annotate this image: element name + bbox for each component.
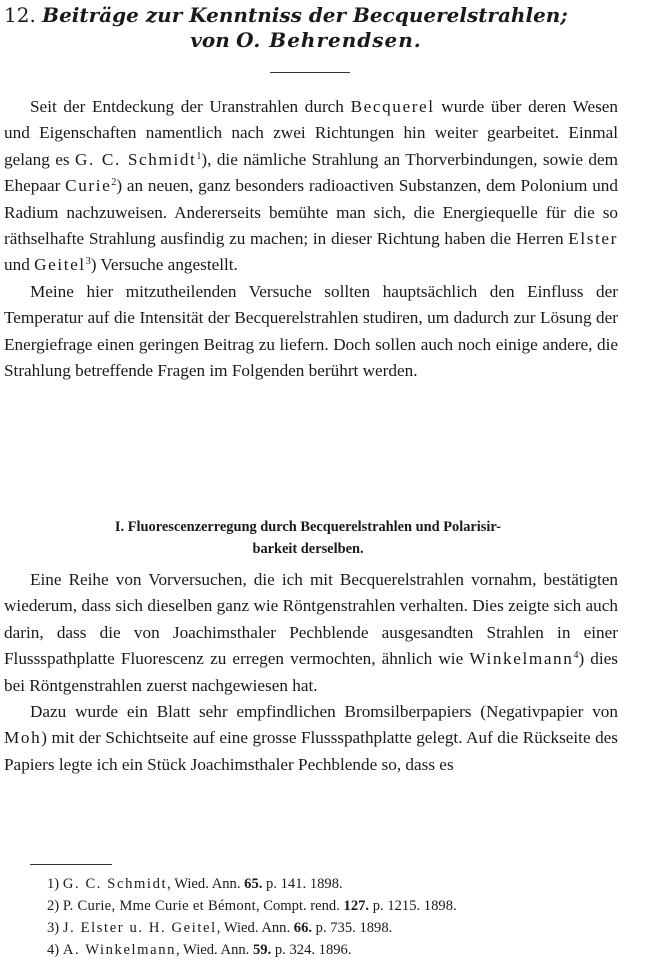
- text-run: Dazu wurde ein Blatt sehr empfindlichen Bromsilberpapiers (Negativpapier von: [30, 702, 618, 722]
- section-heading-line2: barkeit derselben.: [252, 541, 364, 557]
- name-curie: Curie: [65, 176, 112, 196]
- section-heading: [6, 516, 610, 560]
- footnote-author: J. Elster u. H. Geitel: [62, 920, 217, 936]
- text-run: und: [4, 255, 35, 275]
- text-run: ), die nämliche Strahlung an Thorverbindungen, sowie dem Ehepaar: [4, 149, 618, 196]
- name-elster: Elster: [568, 229, 618, 249]
- footnote-text: p. 1215. 1898.: [369, 898, 457, 914]
- footnote-text: , Wied. Ann.: [176, 942, 253, 958]
- text-run: ) dies bei Röntgenstrahlen zuerst nachgewiesen hat.: [4, 649, 618, 695]
- footnote-volume: 65.: [244, 876, 263, 892]
- footnote-volume: 66.: [293, 920, 313, 936]
- footnote-text: p. 324. 1896.: [271, 942, 352, 958]
- footnote: [47, 873, 637, 895]
- section-heading-line1: I. Fluorescenzerregung durch Becquerelstrahlen und Polarisir-: [114, 519, 502, 535]
- paragraph: Meine hier mitzutheilenden Versuche sollten hauptsächlich den Einfluss der Temperatur auf die Intensität der Becquerelstrahlen studiren, um dadurch zur Lösung der Energiefrage einen geringen Beitrag zu liefern. Doch sollen auch noch einige andere, die Strahlung betreffende Fragen im Folgenden berührt werden.: [4, 281, 618, 381]
- footnote-text: , Compt. rend.: [255, 898, 344, 914]
- text-run: ) Versuche angestellt.: [90, 255, 238, 275]
- section1-body: [4, 567, 618, 778]
- footnote-text: , Wied. Ann.: [167, 876, 245, 892]
- text-run: Eine Reihe von Vorversuchen, die ich mit Becquerelstrahlen vornahm, bestätigten wiederum, dass sich dieselben ganz wie Röntgenstrahlen verhalten. Dies zeigte sich auch darin, dass die von Joachimsthaler Pechblende ausgesandten Strahlen in einer Flussspathplatte Fluorescenz zu erregen vermochten, ähnlich wie: [4, 570, 618, 669]
- paragraph: [4, 94, 618, 279]
- footnote-mark: 2): [47, 898, 60, 914]
- footnote-mark: 3): [47, 920, 60, 936]
- footnote: [47, 917, 637, 939]
- footnote-author: G. C. Schmidt: [62, 876, 168, 892]
- author-name: O. Behrendsen.: [236, 28, 422, 52]
- footnote-ref: 4: [573, 650, 579, 662]
- text-run: ) mit der Schichtseite auf eine grosse Flussspathplatte gelegt. Auf die Rückseite des Papiers legte ich ein Stück Joachimsthaler Pechblende so, dass es: [4, 728, 618, 774]
- footnote-divider: [30, 864, 112, 865]
- footnote-ref: 1: [196, 150, 202, 162]
- text-run: wurde über deren Wesen und Eigenschaften namentlich nach zwei Richtungen hin weiter gearbeitet. Einmal gelang es: [4, 97, 618, 169]
- footnotes: [47, 873, 637, 961]
- text-run: ) an neuen, ganz besonders radioactiven Substanzen, dem Polonium und Radium nachzuweisen. Andererseits bemühte man sich, die Energiequelle für die so räthselhafte Strahlung ausfindig zu machen; in dieser Richtung haben die Herren: [4, 176, 618, 249]
- title-divider: [270, 72, 350, 73]
- article-title: [4, 3, 634, 53]
- paragraph: [4, 699, 618, 778]
- paragraph: [4, 567, 618, 699]
- footnote-author: P. Curie, Mme Curie et Bémont: [62, 898, 256, 914]
- article-title-line1: Beiträge zur Kenntniss der Becquerelstrahlen;: [42, 3, 568, 27]
- text-run: Seit der Entdeckung der Uranstrahlen durch: [30, 97, 351, 116]
- footnote-volume: 59.: [252, 942, 272, 958]
- intro-section: [4, 94, 618, 384]
- name-moh: Moh: [4, 728, 42, 748]
- name-schmidt: G. C. Schmidt: [74, 149, 197, 169]
- footnote: [47, 939, 637, 961]
- name-winkelmann: Winkelmann: [469, 649, 574, 669]
- name-geitel: Geitel: [34, 255, 86, 275]
- footnote-ref: 2: [111, 177, 117, 189]
- footnote-ref: 3: [85, 256, 91, 268]
- name-becquerel: Becquerel: [350, 97, 435, 116]
- footnote-author: A. Winkelmann: [62, 942, 176, 958]
- footnote-mark: 4): [47, 942, 60, 958]
- footnote-text: , Wied. Ann.: [216, 920, 294, 936]
- article-number: 12.: [4, 3, 36, 27]
- author-prefix: von: [190, 28, 230, 52]
- footnote: [47, 895, 637, 917]
- article-author-line: [0, 28, 634, 53]
- footnote-volume: 127.: [343, 898, 370, 914]
- footnote-text: p. 735. 1898.: [312, 920, 393, 936]
- footnote-mark: 1): [47, 876, 60, 892]
- footnote-text: p. 141. 1898.: [262, 876, 343, 892]
